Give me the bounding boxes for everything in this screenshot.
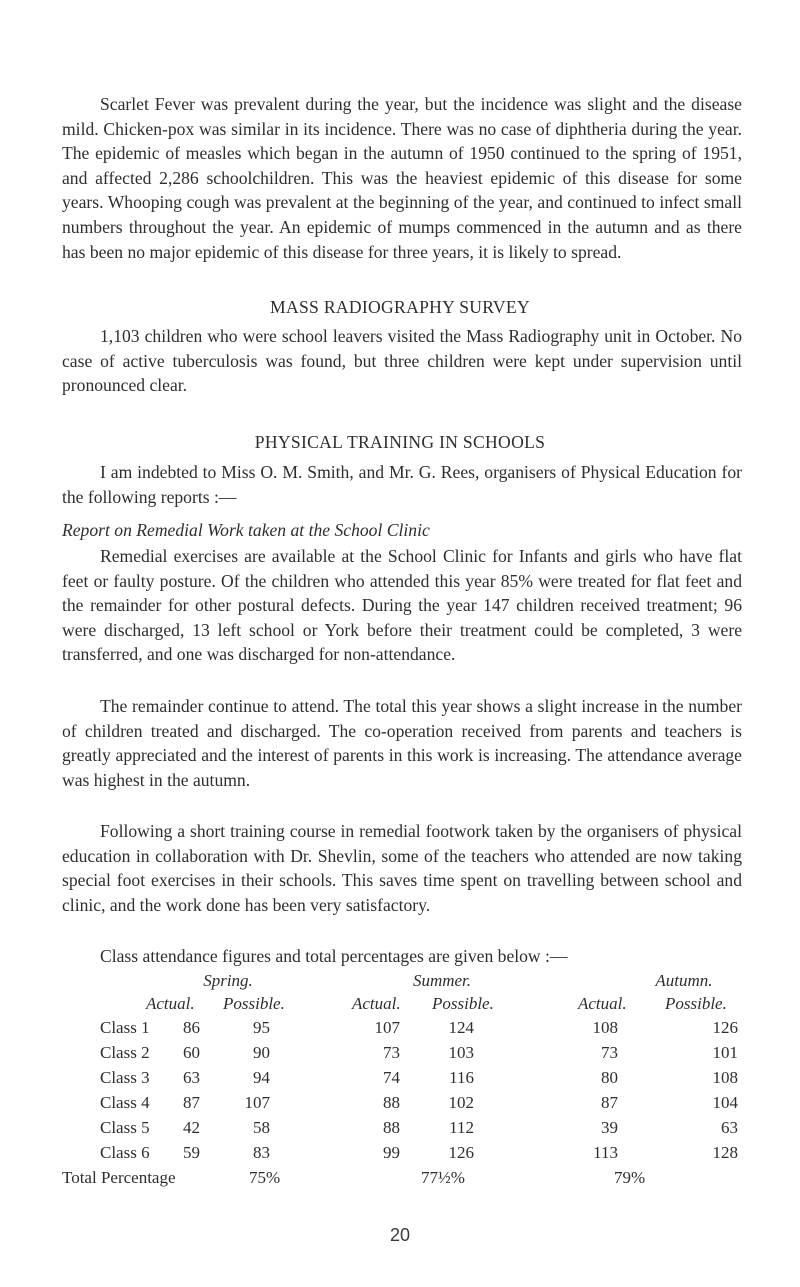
row-label: Class 1: [100, 1018, 150, 1037]
summer-actual-cell: 99: [383, 1143, 400, 1162]
spring-actual-cell: 63: [183, 1068, 200, 1087]
season-header-autumn: Autumn.: [655, 971, 713, 990]
page-number: 20: [389, 1225, 411, 1245]
summer-possible-cell: 102: [448, 1093, 474, 1112]
summer-actual-cell: 73: [383, 1043, 400, 1062]
total-percentage-label: Total Percentage: [62, 1168, 176, 1187]
remedial-paragraph-1: Remedial exercises are available at the School Clinic for Infants and girls who have flat feet or faulty posture. Of the children who attended this year 85% were treated for flat feet and the remainder for other postural defects. During the year 147 children received treatment; 96 were discharged, 13 left school or York before their treatment could be completed, 3 were transferred, and one was discharged for non-attendance.: [62, 546, 742, 665]
spring-possible-header: Possible.: [223, 994, 285, 1013]
autumn-actual-cell: 87: [601, 1093, 618, 1112]
autumn-actual-cell: 108: [592, 1018, 618, 1037]
autumn-possible-cell: 101: [712, 1043, 738, 1062]
autumn-possible-cell: 126: [712, 1018, 738, 1037]
autumn-actual-cell: 73: [601, 1043, 618, 1062]
summer-actual-cell: 74: [383, 1068, 400, 1087]
spring-actual-cell: 59: [183, 1143, 200, 1162]
summer-possible-cell: 103: [448, 1043, 474, 1062]
remedial-work-subheading: Report on Remedial Work taken at the School Clinic: [62, 520, 430, 540]
spring-possible-cell: 95: [253, 1018, 270, 1037]
spring-actual-cell: 86: [183, 1018, 200, 1037]
remedial-paragraph-3: Following a short training course in remedial footwork taken by the organisers of physical education in collaboration with Dr. Shevlin, some of the teachers who attended are now taking special foot exercises in their schools. This saves time spent on travelling between school and clinic, and the work done has been very satisfactory.: [62, 821, 742, 915]
summer-possible-cell: 124: [448, 1018, 474, 1037]
autumn-actual-cell: 80: [601, 1068, 618, 1087]
summer-actual-cell: 88: [383, 1118, 400, 1137]
summer-possible-header: Possible.: [432, 994, 494, 1013]
spring-actual-header: Actual.: [146, 994, 195, 1013]
physical-training-heading: PHYSICAL TRAINING IN SCHOOLS: [254, 432, 546, 452]
summer-possible-cell: 126: [448, 1143, 474, 1162]
summer-actual-cell: 88: [383, 1093, 400, 1112]
summer-possible-cell: 116: [449, 1068, 474, 1087]
spring-possible-cell: 83: [253, 1143, 270, 1162]
summer-total: 77½%: [421, 1168, 465, 1187]
spring-possible-cell: 90: [253, 1043, 270, 1062]
spring-possible-cell: 94: [253, 1068, 270, 1087]
autumn-actual-cell: 39: [601, 1118, 618, 1137]
autumn-actual-cell: 113: [593, 1143, 618, 1162]
autumn-possible-cell: 108: [712, 1068, 738, 1087]
spring-actual-cell: 87: [183, 1093, 200, 1112]
mass-radiography-text: 1,103 children who were school leavers visited the Mass Radiography unit in October. No case of active tuberculosis was found, but three children were kept under supervision until pronounced clear.: [62, 326, 742, 396]
table-intro: Class attendance figures and total percentages are given below :—: [100, 946, 568, 966]
autumn-possible-header: Possible.: [665, 994, 727, 1013]
spring-possible-cell: 107: [244, 1093, 270, 1112]
row-label: Class 6: [100, 1143, 150, 1162]
row-label: Class 4: [100, 1093, 150, 1112]
intro-paragraph: Scarlet Fever was prevalent during the year, but the incidence was slight and the disease mild. Chicken-pox was similar in its incidence. There was no case of diphtheria during the year. The epidemic of measles which began in the autumn of 1950 continued to the spring of 1951, and affected 2,286 schoolchildren. This was the heaviest epidemic of this disease for some years. Whooping cough was prevalent at the beginning of the year, and continued to infect small numbers throughout the year. An epidemic of mumps commenced in the autumn and as there has been no major epidemic of this disease for three years, it is likely to spread.: [62, 94, 742, 262]
spring-total: 75%: [249, 1168, 281, 1187]
season-header-summer: Summer.: [412, 971, 472, 990]
autumn-possible-cell: 104: [712, 1093, 738, 1112]
spring-actual-cell: 42: [183, 1118, 200, 1137]
autumn-total: 79%: [614, 1168, 646, 1187]
physical-training-intro: I am indebted to Miss O. M. Smith, and Mr. G. Rees, organisers of Physical Education for the following reports :—: [62, 462, 742, 507]
row-label: Class 5: [100, 1118, 150, 1137]
mass-radiography-heading: MASS RADIOGRAPHY SURVEY: [270, 297, 530, 317]
autumn-possible-cell: 63: [721, 1118, 738, 1137]
summer-possible-cell: 112: [449, 1118, 474, 1137]
autumn-possible-cell: 128: [712, 1143, 738, 1162]
season-header-spring: Spring.: [203, 971, 253, 990]
spring-possible-cell: 58: [253, 1118, 270, 1137]
row-label: Class 2: [100, 1043, 150, 1062]
autumn-actual-header: Actual.: [578, 994, 627, 1013]
summer-actual-header: Actual.: [352, 994, 401, 1013]
spring-actual-cell: 60: [183, 1043, 200, 1062]
summer-actual-cell: 107: [374, 1018, 400, 1037]
remedial-paragraph-2: The remainder continue to attend. The total this year shows a slight increase in the number of children treated and discharged. The co-operation received from parents and teachers is greatly appreciated and the interest of parents in this work is increasing. The attendance average was highest in the autumn.: [62, 696, 742, 790]
row-label: Class 3: [100, 1068, 150, 1087]
